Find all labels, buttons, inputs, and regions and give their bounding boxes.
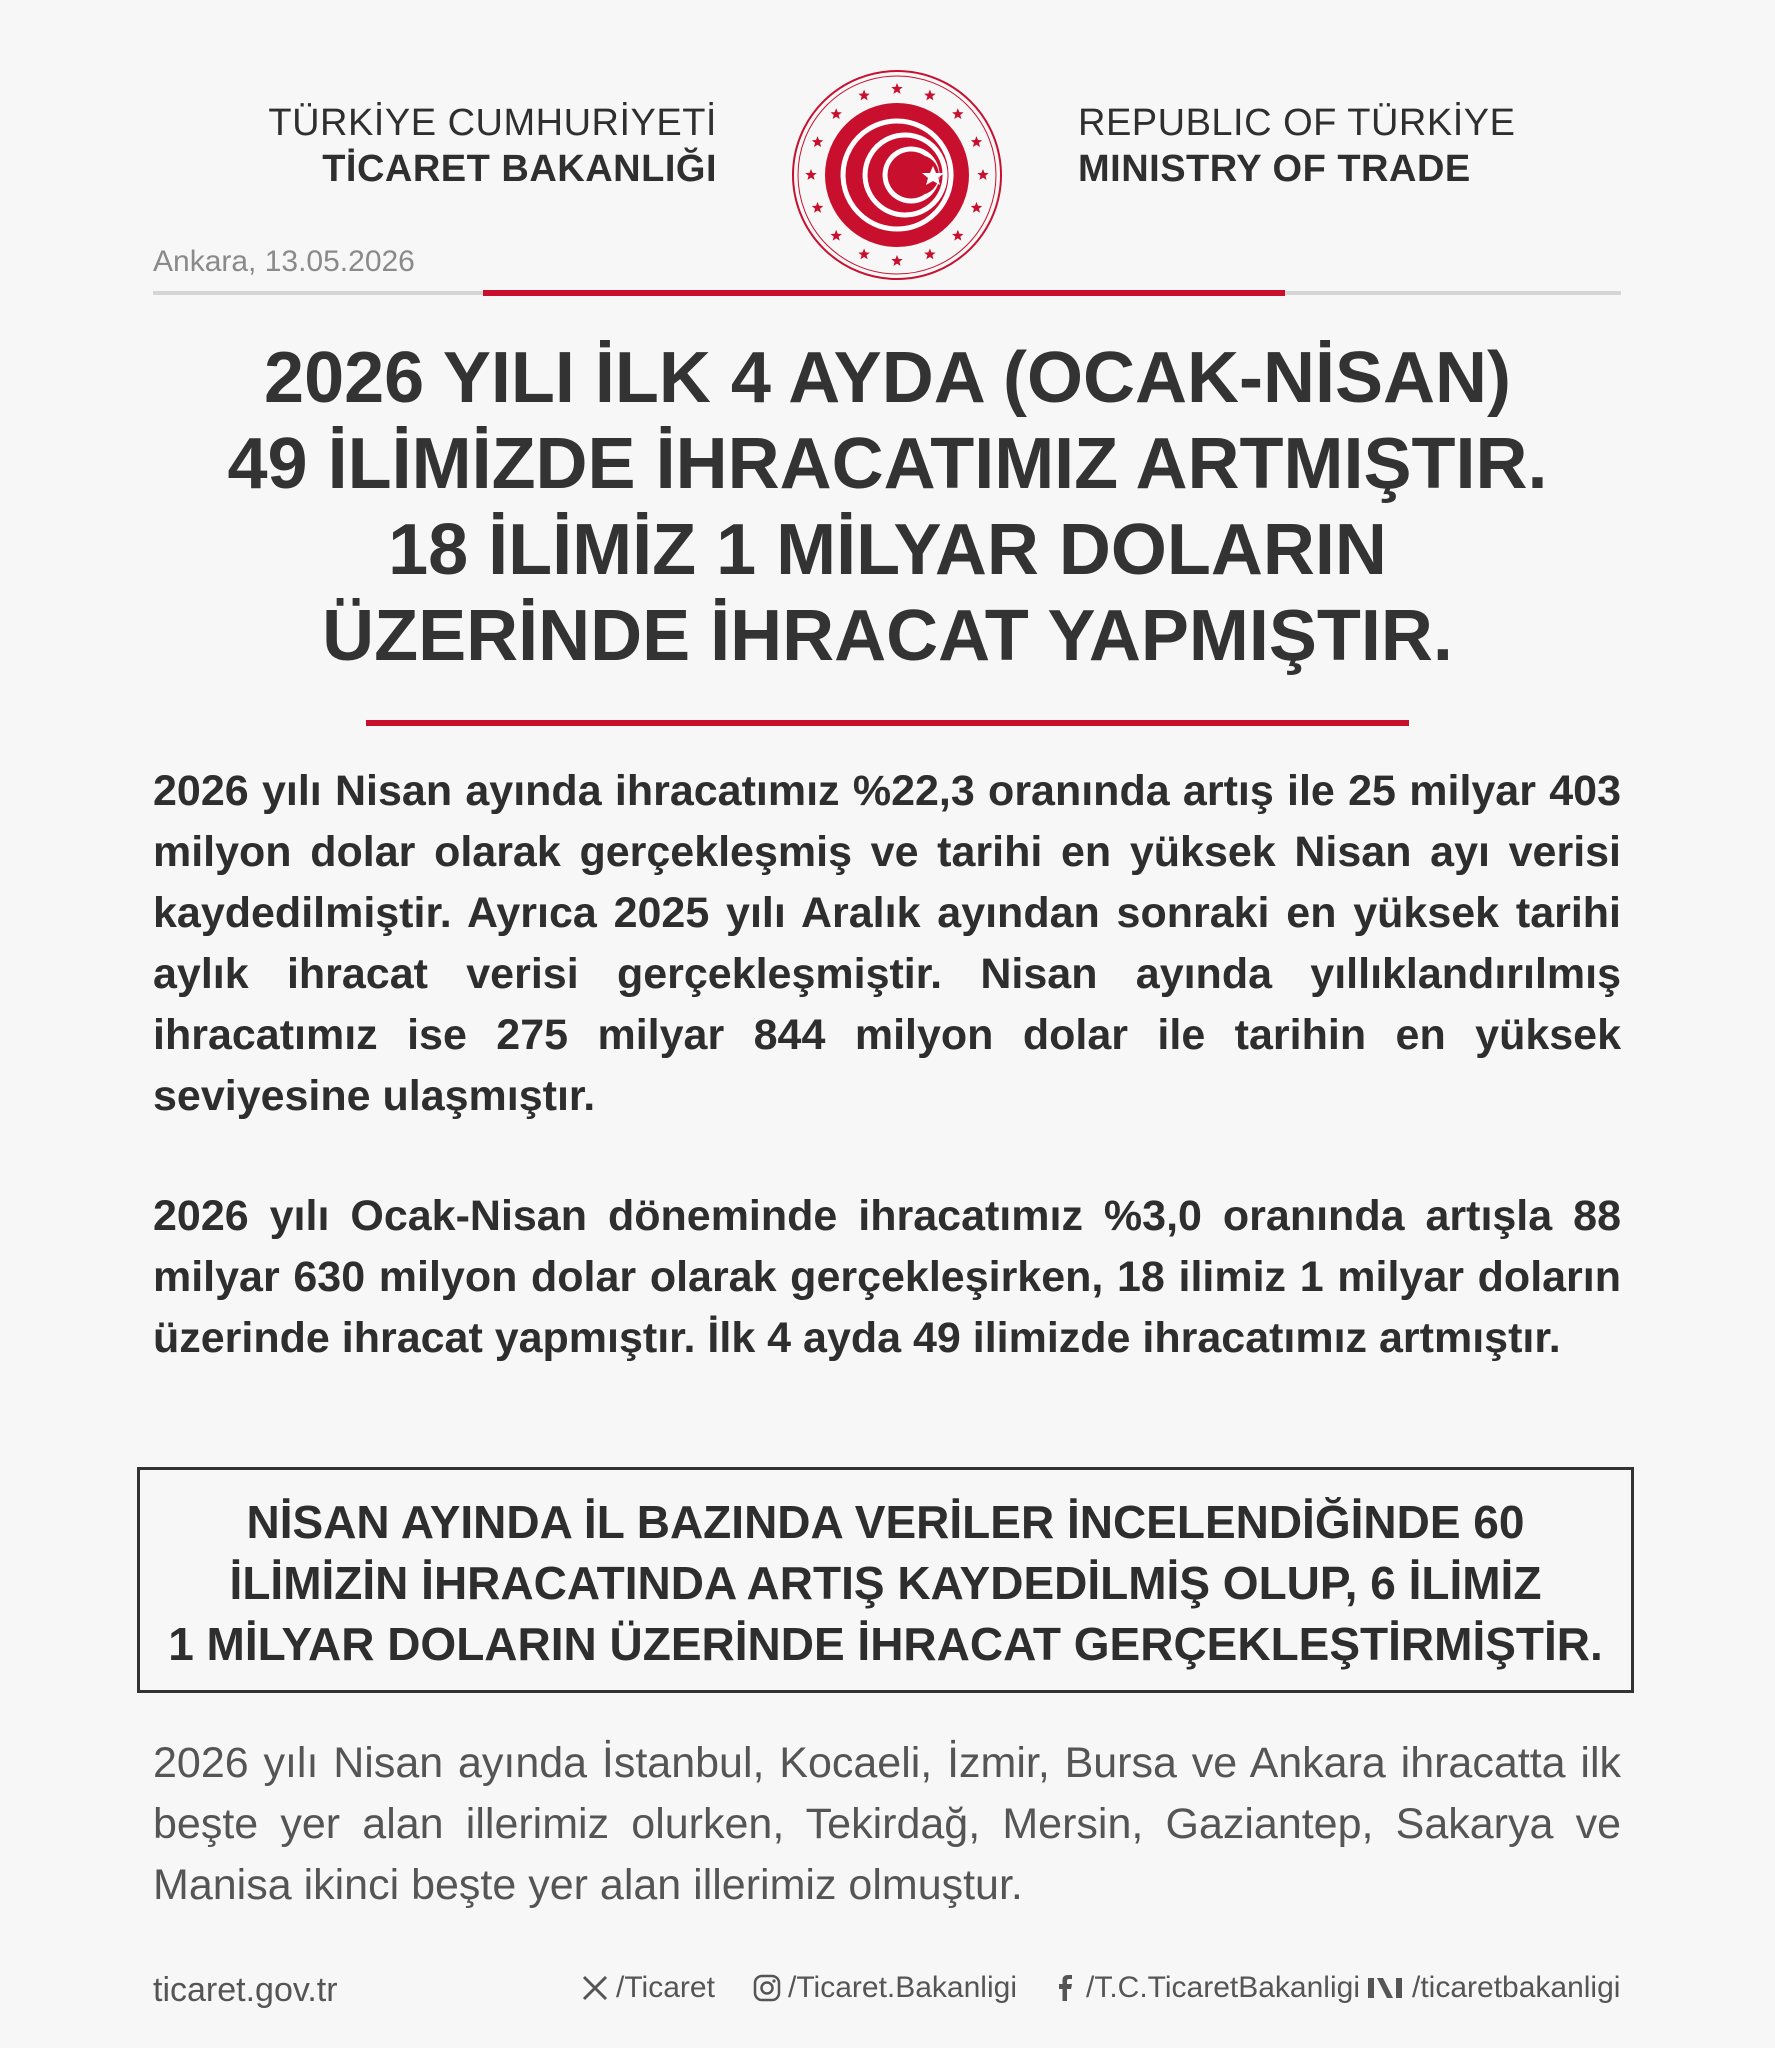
footer	[0, 1965, 1775, 2015]
paragraph-april-exports: 2026 yılı Nisan ayında ihracatımız %22,3 oranında artış ile 25 milyar 403 milyon dolar olarak gerçekleşmiş ve tarihi en yüksek Nisan ayı verisi kaydedilmiştir. Ayrıca 2025 yılı Aralık ayından sonraki en yüksek tarihi aylık ihracat verisi gerçekleşmiştir. Nisan ayında yıllıklandırılmış ihracatımız ise 275 milyar 844 milyon dolar ile tarihin en yüksek seviyesine ulaşmıştır.	[153, 767, 1621, 1120]
headline-line-2: 49 İLİMİZDE İHRACATIMIZ ARTMIŞTIR.	[227, 424, 1548, 504]
x-icon	[580, 1973, 610, 2003]
website-link[interactable]: ticaret.gov.tr	[153, 1971, 338, 2009]
facebook-link[interactable]	[1050, 1971, 1360, 2005]
x-link[interactable]	[580, 1971, 715, 2005]
header-country-tr: TÜRKİYE CUMHURİYETİ	[268, 102, 717, 144]
highlight-box	[137, 1467, 1634, 1693]
header-country-en: REPUBLIC OF TÜRKİYE	[1078, 102, 1516, 144]
nsosyal-handle: /ticaretbakanligi	[1412, 1971, 1621, 2004]
seal-star-icon	[891, 83, 902, 94]
seal-star-icon	[924, 90, 935, 101]
headline	[100, 335, 1675, 679]
seal-star-icon	[812, 202, 823, 213]
seal-star-icon	[924, 248, 935, 259]
seal-star-icon	[858, 90, 869, 101]
release-date: Ankara, 13.05.2026	[153, 245, 415, 278]
highlight-line-1: NİSAN AYINDA İL BAZINDA VERİLER İNCELENDİĞİNDE 60	[246, 1496, 1525, 1548]
paragraph-jan-apr-exports: 2026 yılı Ocak-Nisan döneminde ihracatımız %3,0 oranında artışla 88 milyar 630 milyon dolar olarak gerçekleşirken, 18 ilimiz 1 milyar doların üzerinde ihracat yapmıştır. İlk 4 ayda 49 ilimizde ihracatımız artmıştır.	[153, 1192, 1621, 1362]
facebook-handle: /T.C.TicaretBakanligi	[1086, 1971, 1360, 2004]
highlight-line-3: 1 MİLYAR DOLARIN ÜZERİNDE İHRACAT GERÇEKLEŞTİRMİŞTİR.	[168, 1618, 1603, 1670]
seal-star-icon	[891, 255, 902, 266]
seal-star-icon	[952, 230, 963, 241]
instagram-handle: /Ticaret.Bakanligi	[788, 1971, 1017, 2004]
headline-line-1: 2026 YILI İLK 4 AYDA (OCAK-NİSAN)	[264, 338, 1511, 418]
headline-line-3: 18 İLİMİZ 1 MİLYAR DOLARIN	[388, 510, 1387, 590]
paragraph-top-provinces: 2026 yılı Nisan ayında İstanbul, Kocaeli, İzmir, Bursa ve Ankara ihracatta ilk beşte yer alan illerimiz olurken, Tekirdağ, Mersin, Gaziantep, Sakarya ve Manisa ikinci beşte yer alan illerimiz olmuştur.	[153, 1739, 1621, 1909]
seal-star-icon	[977, 169, 988, 180]
headline-line-4: ÜZERİNDE İHRACAT YAPMIŞTIR.	[322, 596, 1453, 676]
instagram-link[interactable]	[752, 1971, 1017, 2005]
header-ministry-tr: TİCARET BAKANLIĞI	[322, 148, 717, 190]
seal-star-icon	[830, 108, 841, 119]
ministry-seal-icon	[787, 65, 1007, 285]
header-left-text	[268, 100, 717, 192]
seal-star-icon	[805, 169, 816, 180]
x-handle: /Ticaret	[616, 1971, 715, 2004]
header-right-text	[1078, 100, 1515, 192]
seal-star-icon	[858, 248, 869, 259]
highlight-line-2: İLİMİZİN İHRACATINDA ARTIŞ KAYDEDİLMİŞ OLUP, 6 İLİMİZ	[229, 1557, 1542, 1609]
divider-red-mid	[366, 720, 1409, 726]
seal-star-icon	[830, 230, 841, 241]
seal-star-icon	[971, 202, 982, 213]
seal-star-icon	[971, 136, 982, 147]
instagram-icon	[752, 1973, 782, 2003]
seal-star-icon	[952, 108, 963, 119]
highlight-text	[140, 1492, 1631, 1675]
seal-star-icon	[812, 136, 823, 147]
nsosyal-icon	[1366, 1973, 1406, 2003]
nsosyal-link[interactable]	[1366, 1971, 1620, 2005]
facebook-icon	[1050, 1973, 1080, 2003]
header-ministry-en: MINISTRY OF TRADE	[1078, 148, 1471, 190]
divider-red-top	[483, 290, 1285, 296]
